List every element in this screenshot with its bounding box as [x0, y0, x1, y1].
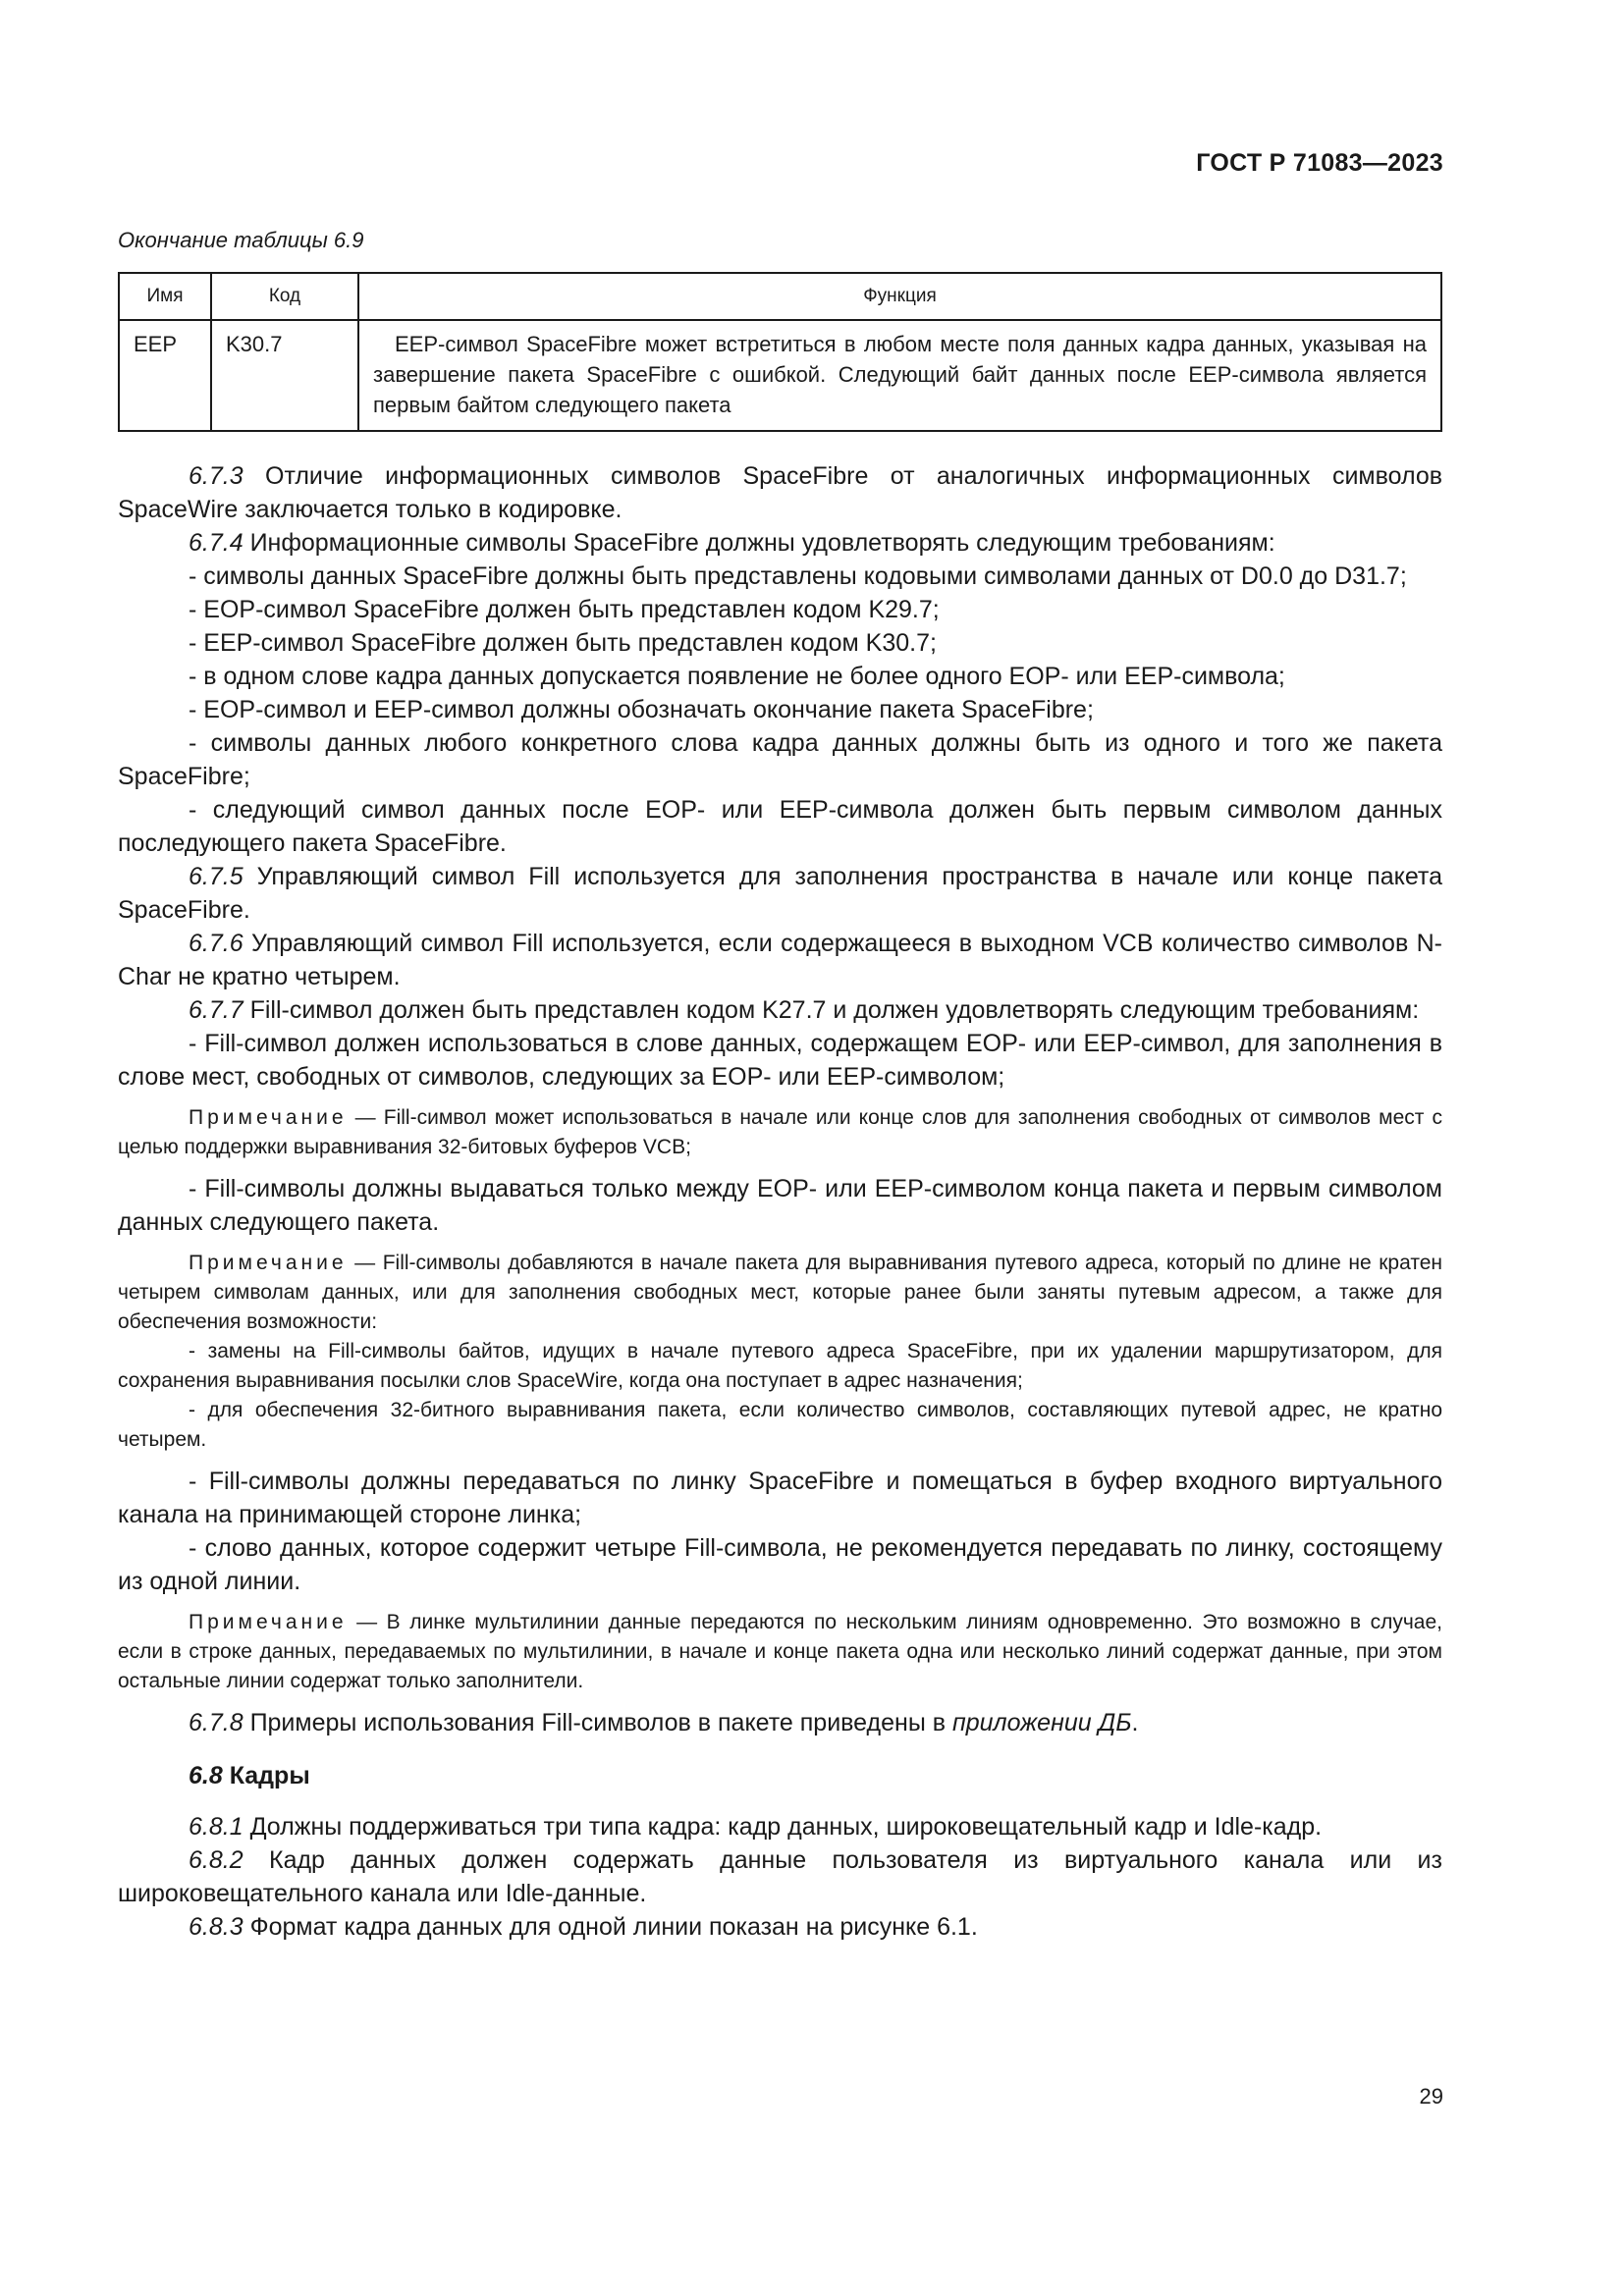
paragraph-text: Управляющий символ Fill используется для заполнения пространства в начале или конце пакета SpaceFibre.	[118, 863, 1442, 924]
document-body	[118, 459, 1442, 1944]
clause-number: 6.8.2	[189, 1846, 244, 1874]
cell-function-text: EEP-символ SpaceFibre может встретиться в любом месте поля данных кадра данных, указывая на завершение пакета SpaceFibre с ошибкой. Следующий байт данных после EEP-символа является первым байтом следующего пакета	[373, 332, 1427, 417]
paragraph-6-7-6	[118, 927, 1442, 993]
note-1	[118, 1103, 1442, 1162]
note-label: Примечание	[189, 1106, 348, 1129]
paragraph-text: Управляющий символ Fill используется, если содержащееся в выходном VCB количество символов N-Char не кратно четырем.	[118, 930, 1442, 990]
cell-code: K30.7	[211, 320, 358, 431]
list-item: - символы данных любого конкретного слова кадра данных должны быть из одного и того же пакета SpaceFibre;	[118, 729, 1442, 790]
document-code: ГОСТ Р 71083—2023	[1196, 149, 1443, 177]
paragraph-end: .	[1131, 1709, 1139, 1736]
paragraph-6-8-3	[118, 1910, 1442, 1944]
note-text: — Fill-символы добавляются в начале пакета для выравнивания путевого адреса, который по длине не кратен четырем символам данных, или для заполнения свободных мест, которые ранее были заняты путевым адресом, а также для обеспечения возможности:	[118, 1252, 1442, 1333]
table-header-row	[119, 273, 1441, 320]
list-item: - следующий символ данных после EOP- или EEP-символа должен быть первым символом данных последующего пакета SpaceFibre.	[118, 796, 1442, 857]
symbol-table	[118, 272, 1442, 432]
section-number: 6.8	[189, 1762, 223, 1789]
list-item: - слово данных, которое содержит четыре Fill-символа, не рекомендуется передавать по линку, состоящему из одной линии.	[118, 1534, 1442, 1595]
paragraph-text: Должны поддерживаться три типа кадра: кадр данных, широковещательный кадр и Idle-кадр.	[249, 1813, 1323, 1841]
column-header-name: Имя	[119, 273, 211, 320]
list-item: - Fill-символ должен использоваться в слове данных, содержащем EOP- или EEP-символ, для заполнения в слове мест, свободных от символов, следующих за EOP- или EEP-символом;	[118, 1030, 1442, 1091]
cell-function	[358, 320, 1441, 431]
note-text: — Fill-символ может использоваться в начале или конце слов для заполнения свободных от символов мест с целью поддержки выравнивания 32-битовых буферов VCB;	[118, 1106, 1442, 1158]
paragraph-6-7-8	[118, 1706, 1442, 1739]
column-header-code: Код	[211, 273, 358, 320]
paragraph-text: Информационные символы SpaceFibre должны удовлетворять следующим требованиям:	[249, 529, 1275, 557]
page-number: 29	[1419, 2084, 1443, 2109]
clause-number: 6.7.8	[189, 1709, 244, 1736]
note-3	[118, 1608, 1442, 1696]
paragraph-6-7-3	[118, 459, 1442, 526]
paragraph-6-7-4	[118, 526, 1442, 560]
list-item: - Fill-символы должны передаваться по линку SpaceFibre и помещаться в буфер входного виртуального канала на принимающей стороне линка;	[118, 1468, 1442, 1528]
paragraph-text: Примеры использования Fill-символов в пакете приведены в	[249, 1709, 952, 1736]
list-item: - EOP-символ и EEP-символ должны обозначать окончание пакета SpaceFibre;	[189, 696, 1094, 723]
clause-number: 6.8.1	[189, 1813, 244, 1841]
note-label: Примечание	[189, 1252, 348, 1274]
list-item: - Fill-символы должны выдаваться только между EOP- или EEP-символом конца пакета и первым символом данных следующего пакета.	[118, 1175, 1442, 1236]
note-2	[118, 1249, 1442, 1455]
paragraph-text: Кадр данных должен содержать данные пользователя из виртуального канала или из широковещательного канала или Idle-данные.	[118, 1846, 1442, 1907]
clause-number: 6.7.7	[189, 996, 244, 1024]
table-row	[119, 320, 1441, 431]
paragraph-6-7-5	[118, 860, 1442, 927]
list-item: - EOP-символ SpaceFibre должен быть представлен кодом K29.7;	[189, 596, 940, 623]
note-list-item: - для обеспечения 32-битного выравнивания пакета, если количество символов, составляющих путевой адрес, не кратно четырем.	[118, 1399, 1442, 1451]
appendix-reference: приложении ДБ	[951, 1709, 1132, 1736]
list-item: - EEP-символ SpaceFibre должен быть представлен кодом K30.7;	[189, 629, 937, 657]
note-label: Примечание	[189, 1611, 348, 1633]
paragraph-6-7-7	[118, 993, 1442, 1027]
note-text: — В линке мультилинии данные передаются по нескольким линиям одновременно. Это возможно в случае, если в строке данных, передаваемых по мультилинии, в начале и конце пакета одна или несколько линий содержат данные, при этом остальные линии содержат только заполнители.	[118, 1611, 1442, 1692]
paragraph-6-8-1	[118, 1810, 1442, 1843]
clause-number: 6.8.3	[189, 1913, 244, 1941]
section-title: Кадры	[229, 1762, 310, 1789]
cell-name: EEP	[119, 320, 211, 431]
table-caption: Окончание таблицы 6.9	[118, 228, 364, 252]
clause-number: 6.7.6	[189, 930, 244, 957]
list-item: - в одном слове кадра данных допускается появление не более одного EOP- или EEP-символа;	[189, 663, 1285, 690]
clause-number: 6.7.3	[189, 462, 244, 490]
paragraph-text: Fill-символ должен быть представлен кодом K27.7 и должен удовлетворять следующим требованиям:	[249, 996, 1420, 1024]
paragraph-6-8-2	[118, 1843, 1442, 1910]
note-list-item: - замены на Fill-символы байтов, идущих в начале путевого адреса SpaceFibre, при их удалении маршрутизатором, для сохранения выравнивания посылки слов SpaceWire, когда она поступает в адрес назначения;	[118, 1340, 1442, 1392]
column-header-function: Функция	[358, 273, 1441, 320]
paragraph-text: Формат кадра данных для одной линии показан на рисунке 6.1.	[249, 1913, 978, 1941]
paragraph-text: Отличие информационных символов SpaceFibre от аналогичных информационных символов SpaceWire заключается только в кодировке.	[118, 462, 1443, 523]
clause-number: 6.7.5	[189, 863, 244, 890]
section-heading	[118, 1759, 1442, 1792]
clause-number: 6.7.4	[189, 529, 244, 557]
list-item: - символы данных SpaceFibre должны быть представлены кодовыми символами данных от D0.0 до D31.7;	[189, 562, 1407, 590]
